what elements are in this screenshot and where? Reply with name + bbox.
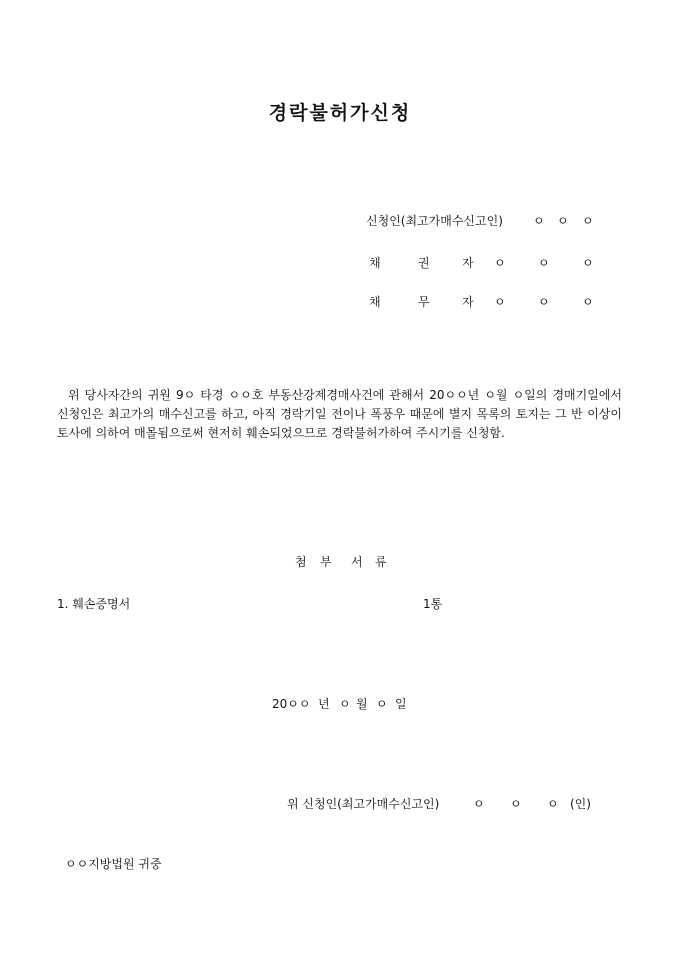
applicant-mark: ㅇ <box>533 214 545 228</box>
attachment-item-count: 1통 <box>423 597 443 611</box>
debtor-mark: ㅇ <box>494 295 506 309</box>
date-year-unit: 년 <box>318 697 330 711</box>
date-year: 20ㅇㅇ <box>272 697 311 711</box>
recipient-court: ㅇㅇ지방법원 귀중 <box>65 857 162 871</box>
signature-mark: ㅇ <box>547 797 559 811</box>
seal-mark: (인) <box>570 797 591 811</box>
creditor-label-char: 채 <box>369 256 381 270</box>
attachments-heading-char: 서 <box>351 555 363 569</box>
creditor-mark: ㅇ <box>494 256 506 270</box>
attachment-item-name: 1. 훼손증명서 <box>57 597 131 611</box>
applicant-label: 신청인(최고가매수신고인) <box>366 214 503 228</box>
date-day-unit: 일 <box>395 697 407 711</box>
signature-label: 위 신청인(최고가매수신고인) <box>287 797 440 811</box>
document-title: 경락불허가신청 <box>268 102 412 124</box>
applicant-mark: ㅇ <box>557 214 569 228</box>
application-body: 위 당사자간의 귀원 9ㅇ 타경 ㅇㅇ호 부동산강제경매사건에 관해서 20ㅇㅇ년 ㅇ월 ㅇ일의 경매기일에서 신청인은 최고가의 매수신고를 하고, 아직 경락기일 전이나 폭풍우 때문에 별지 목록의 토지는 그 반 이상이 토사에 의하여 매몰됨으로써 현저히 훼손되었으므로 경락불허가하여 주시기를 신청함. <box>57 388 622 440</box>
attachments-heading-char: 첨 <box>295 555 307 569</box>
signature-mark: ㅇ <box>473 797 485 811</box>
debtor-mark: ㅇ <box>582 295 594 309</box>
debtor-label-char: 자 <box>462 295 474 309</box>
date-month-unit: 월 <box>356 697 368 711</box>
creditor-label-char: 자 <box>462 256 474 270</box>
creditor-mark: ㅇ <box>538 256 550 270</box>
attachments-heading-char: 류 <box>375 555 387 569</box>
attachments-heading-char: 부 <box>320 555 332 569</box>
debtor-mark: ㅇ <box>538 295 550 309</box>
signature-mark: ㅇ <box>510 797 522 811</box>
creditor-mark: ㅇ <box>582 256 594 270</box>
applicant-mark: ㅇ <box>582 214 594 228</box>
date-month: ㅇ <box>339 697 351 711</box>
date-day: ㅇ <box>376 697 388 711</box>
creditor-label-char: 권 <box>418 256 430 270</box>
debtor-label-char: 무 <box>418 295 430 309</box>
debtor-label-char: 채 <box>369 295 381 309</box>
